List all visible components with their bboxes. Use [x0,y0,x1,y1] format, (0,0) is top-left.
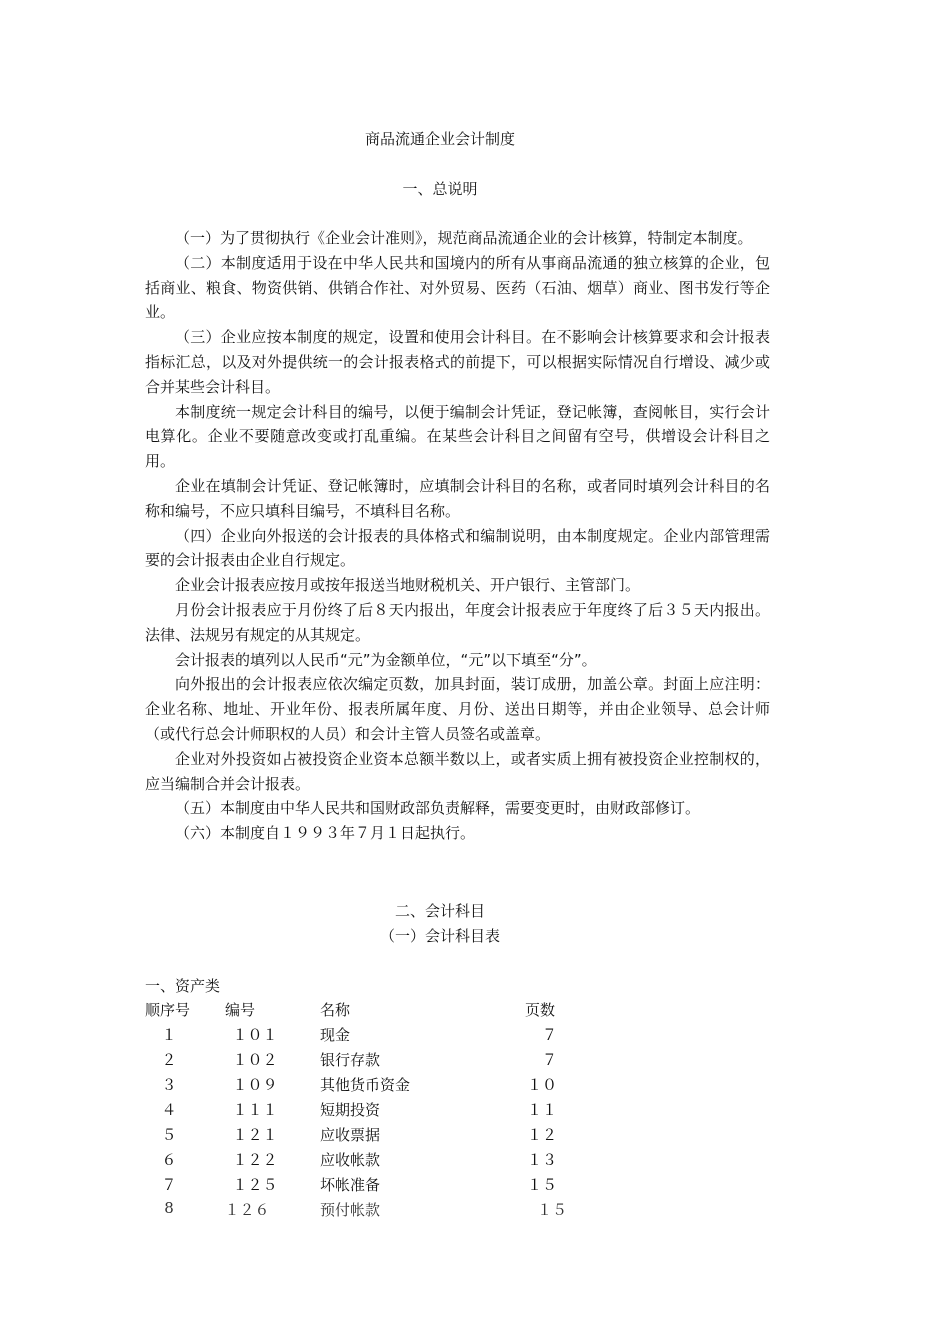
paragraph: （五）本制度由中华人民共和国财政部负责解释，需要变更时，由财政部修订。 [175,799,701,818]
seq-cell: １ [161,1026,177,1044]
page-cell: ７ [541,1026,557,1044]
code-cell: １２５ [232,1176,278,1194]
paragraph: 向外报出的会计报表应依次编定页数，加具封面，装订成册，加盖公章。封面上应注明：企业名称、地址、开业年份、报表所属年度、月份、送出日期等，并由企业领导、总会计师（或代行总会计师职权的人员）和会计主管人员签名或盖章。 [145,675,770,743]
paragraph: 会计报表的填列以人民币“元”为金额单位，“元”以下填至“分”。 [175,650,597,669]
seq-cell: ７ [161,1176,177,1194]
paragraph: 企业对外投资如占被投资企业资本总额半数以上，或者实质上拥有被投资企业控制权的，应当编制合并会计报表。 [145,749,770,793]
column-header-seq: 顺序号 [145,1001,191,1019]
seq-cell: ５ [161,1126,177,1144]
name-cell: 预付帐款 [320,1201,381,1219]
page-cell: １０ [526,1076,557,1094]
page-cell: ７ [541,1051,557,1069]
name-cell: 现金 [320,1026,351,1044]
category-heading-assets: 一、资产类 [145,977,221,995]
code-cell: １０２ [232,1051,278,1069]
page-cell: １３ [526,1151,557,1169]
seq-cell: ３ [161,1076,177,1094]
code-cell: １０９ [232,1076,278,1094]
paragraph: （三）企业应按本制度的规定，设置和使用会计科目。在不影响会计核算要求和会计报表指标汇总，以及对外提供统一的会计报表格式的前提下，可以根据实际情况自行增设、减少或合并某些会计科目。 [145,328,770,396]
seq-cell: ４ [161,1101,177,1119]
name-cell: 其他货币资金 [320,1076,411,1094]
page-cell: １５ [526,1176,557,1194]
document-title: 商品流通企业会计制度 [364,130,515,148]
name-cell: 坏帐准备 [320,1176,381,1194]
paragraph: （四）企业向外报送的会计报表的具体格式和编制说明，由本制度规定。企业内部管理需要的会计报表由企业自行规定。 [145,526,770,570]
name-cell: 短期投资 [320,1101,381,1119]
section-subheading-account-table: （一）会计科目表 [379,927,500,945]
paragraph: （二）本制度适用于设在中华人民共和国境内的所有从事商品流通的独立核算的企业，包括商业、粮食、物资供销、供销合作社、对外贸易、医药（石油、烟草）商业、图书发行等企业。 [145,253,770,322]
paragraph: （六）本制度自１９９３年７月１日起执行。 [175,824,476,843]
paragraph: （一）为了贯彻执行《企业会计准则》，规范商品流通企业的会计核算，特制定本制度。 [175,229,753,247]
code-cell: １２６ [224,1201,270,1219]
seq-cell: ６ [161,1151,177,1169]
page-cell: １１ [526,1101,557,1119]
section-heading-accounts: 二、会计科目 [394,902,485,920]
name-cell: 应收票据 [320,1126,381,1144]
seq-cell: 8 [164,1199,174,1217]
paragraph: 企业在填制会计凭证、登记帐簿时，应填制会计科目的名称，或者同时填列会计科目的名称和编号，不应只填科目编号，不填科目名称。 [145,476,770,520]
code-cell: １０１ [232,1026,278,1044]
page-cell: １２ [526,1126,557,1144]
code-cell: １２１ [232,1126,278,1144]
seq-cell: ２ [161,1051,177,1069]
column-header-name: 名称 [320,1001,351,1019]
code-cell: １１１ [232,1101,278,1119]
code-cell: １２２ [232,1151,278,1169]
page-cell: １５ [536,1201,567,1219]
name-cell: 应收帐款 [320,1151,381,1169]
paragraph: 本制度统一规定会计科目的编号，以便于编制会计凭证，登记帐簿，查阅帐目，实行会计电算化。企业不要随意改变或打乱重编。在某些会计科目之间留有空号，供增设会计科目之用。 [145,402,770,471]
paragraph: 月份会计报表应于月份终了后８天内报出，年度会计报表应于年度终了后３５天内报出。法律、法规另有规定的从其规定。 [145,600,770,644]
name-cell: 银行存款 [320,1051,381,1069]
general-description [145,226,770,846]
section-heading-general: 一、总说明 [402,180,478,198]
paragraph: 企业会计报表应按月或按年报送当地财税机关、开户银行、主管部门。 [175,576,641,595]
column-header-page: 页数 [525,1001,556,1019]
column-header-code: 编号 [225,1001,256,1019]
